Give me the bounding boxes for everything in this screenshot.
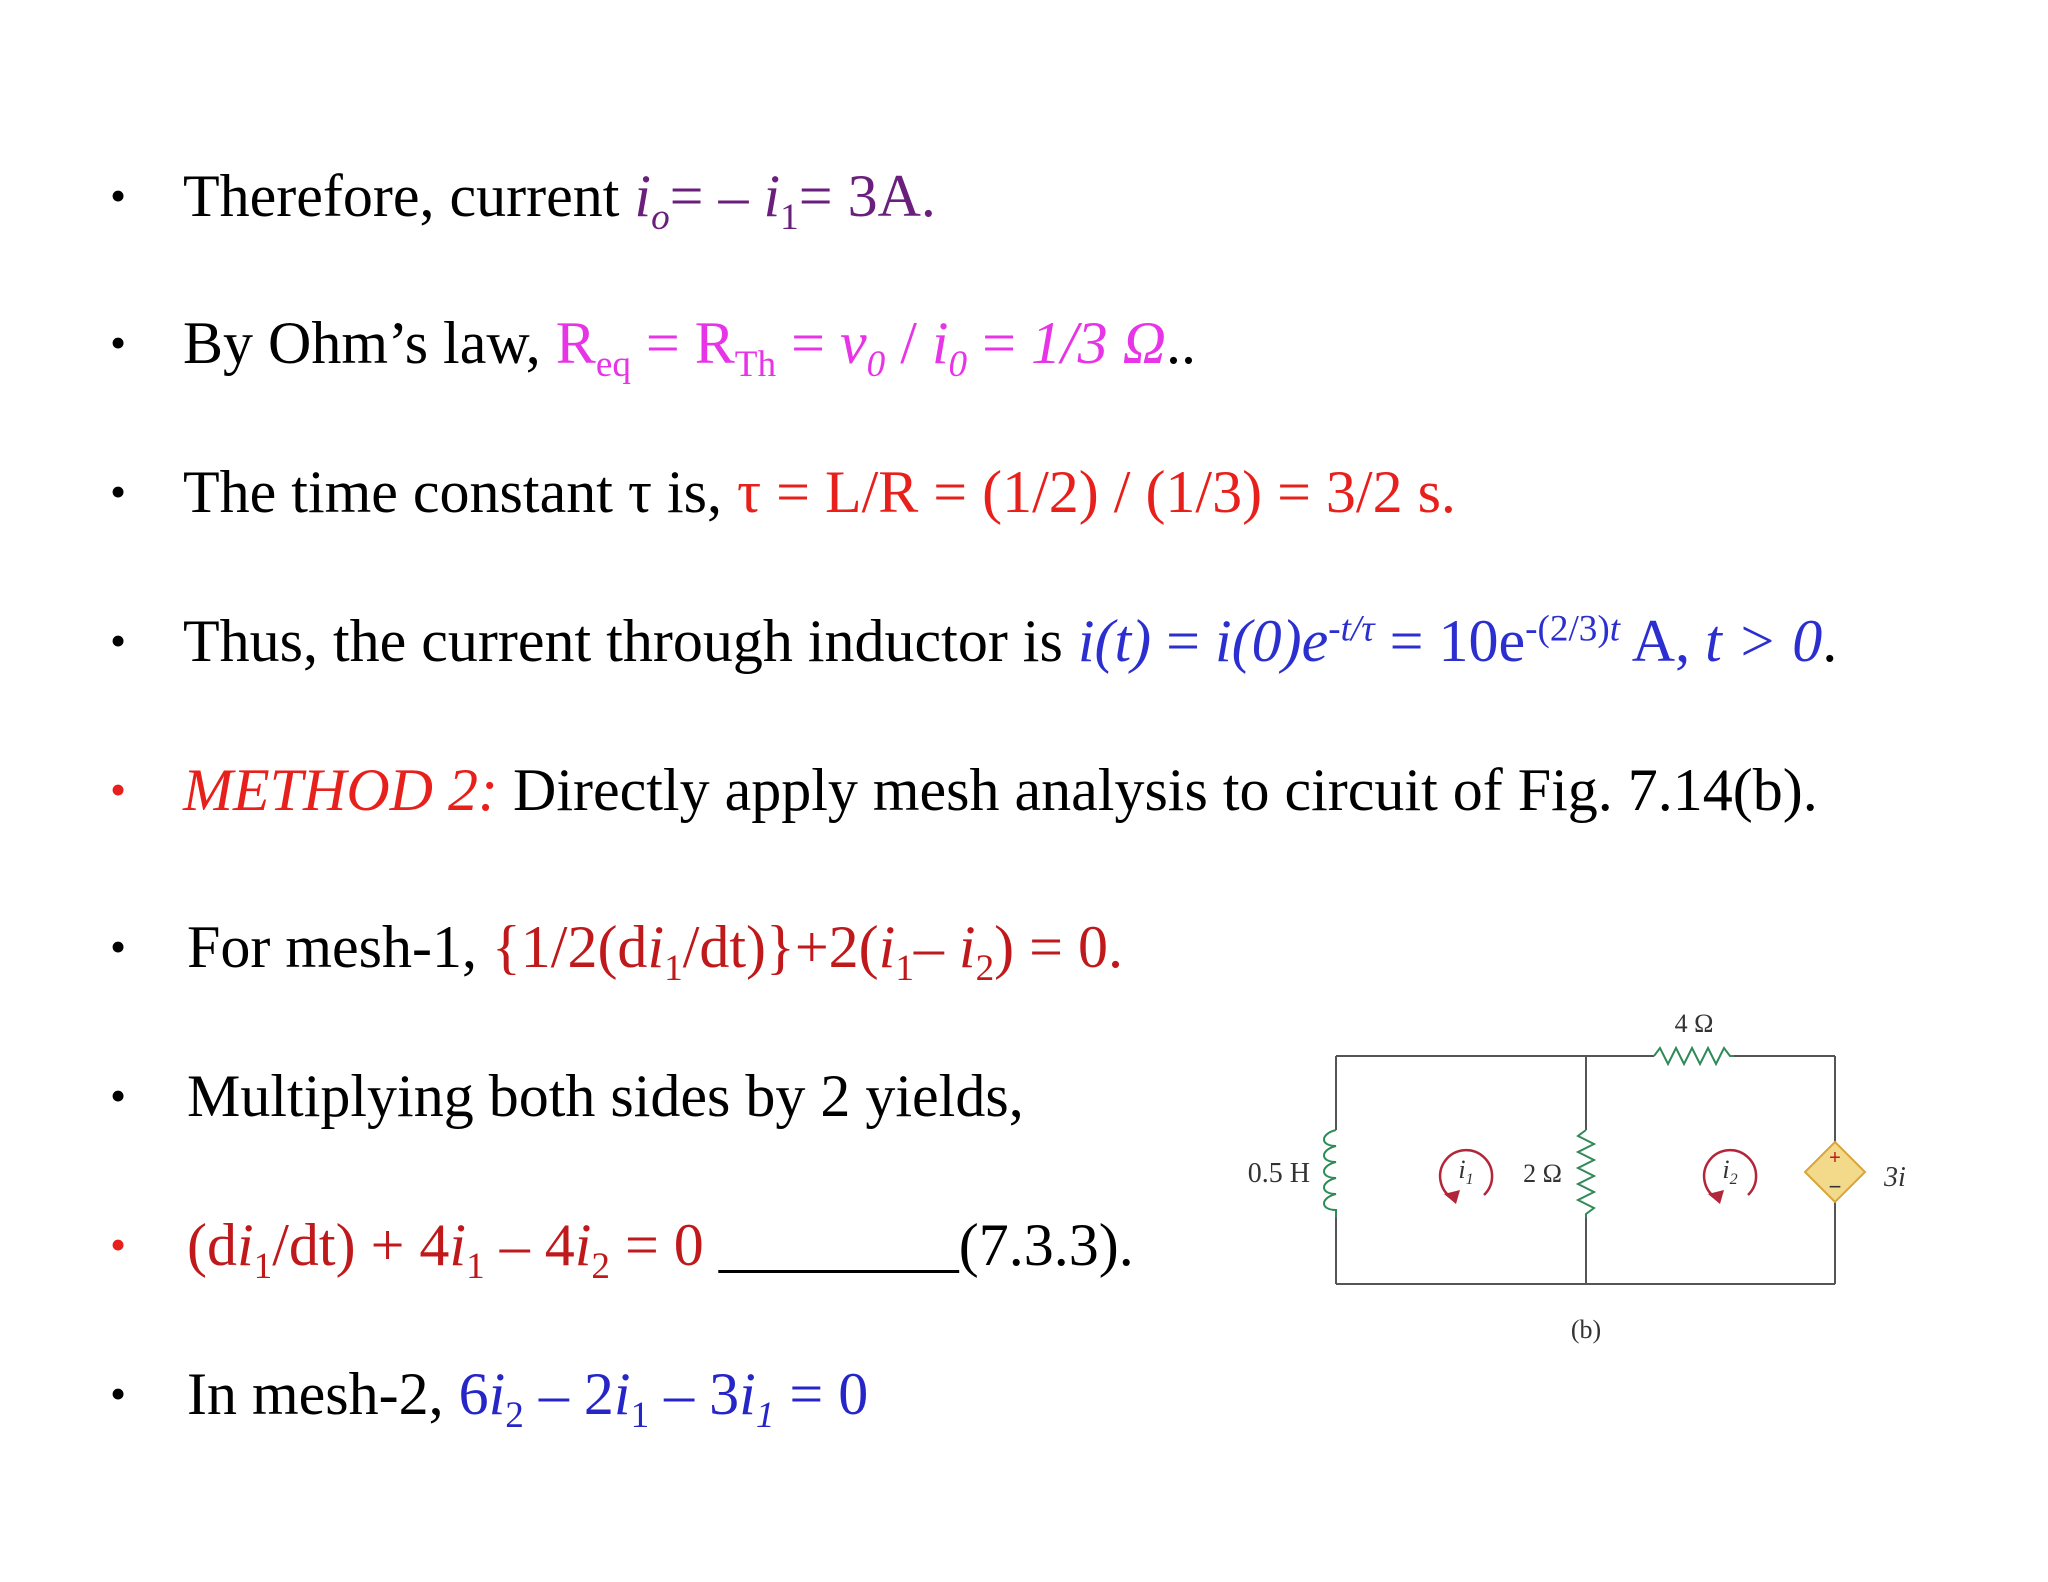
source-minus: − [1828,1174,1842,1199]
blank-line: ________ [703,1212,959,1278]
bullet-dot: • [110,764,127,815]
bullet-1-expr: $i_o= - i_1= 3A$. [634,163,936,239]
circuit-diagram [1220,990,1920,1370]
bullet-text-3 [183,456,1456,528]
bullet-text-5 [183,754,1818,826]
bullet-3-expr: τ = L/R = (1/2) / (1/3) = 3/2 s. [737,459,1456,525]
bullet-dot: • [110,317,127,368]
bullet-5-plain: Directly apply mesh analysis to circuit of Fig. 7.14(b). [497,757,1818,823]
bullet-3-plain: The time constant τ is, [183,459,738,525]
bullet-dot: • [110,1368,127,1419]
bullet-text-9 [187,1358,869,1437]
label-mesh1: $i_1$ [1458,1155,1474,1188]
method-label: METHOD 2: [183,757,498,823]
bullet-6-plain: For mesh-1, [187,914,492,980]
bullet-8-expr: $(di_1/dt) + 4i_1 - 4i_2 = 0$ [187,1212,704,1288]
bullet-text-7: Multiplying both sides by 2 yields, [187,1063,1024,1129]
bullet-9-plain: In mesh-2, [187,1361,459,1427]
bullet-dot: • [110,170,127,221]
resistor-mid [1578,1130,1594,1218]
figure-caption: (b) [1570,1315,1602,1344]
bullet-4-plain: Thus, the current through inductor is [183,608,1078,674]
bullet-6-expr: $\{1/2(di_1/dt)\}+2(i_1-$ $i_2) = 0$. [491,914,1123,990]
bullet-9-expr: $6i_2 - 2i_1 - 3i_1 = 0$ [458,1361,869,1437]
label-resistor-top: 4 Ω [1674,1009,1714,1038]
source-plus: + [1829,1147,1841,1169]
bullet-1-plain: Therefore, current [183,163,635,229]
bullet-text-6 [187,911,1123,990]
bullet-text-8 [187,1209,1134,1288]
bullet-dot: • [110,466,127,517]
inductor [1324,1130,1336,1218]
bullet-2-expr: $R_{eq} = R_{Th} = v_0 / i_0 = 1/3$ Ω [555,310,1167,386]
bullet-text-2: By Ohm’s law, $R_{eq} = R_{Th} = v_0 / i_0 = 1/3$ Ω.. [183,310,1197,386]
label-mesh2: $i_2$ [1722,1155,1738,1188]
bullet-4-expr: $i(t) = i(0)e^{-t/\tau} = 10e^{-(2/3)t}$ A, t > 0 [1077,608,1823,674]
circuit-wires [1336,1056,1835,1284]
bullet-dot: • [110,615,127,666]
bullet-dot: • [110,1219,127,1270]
label-source: 3i [1884,1162,1906,1193]
bullet-text-4: Thus, the current through inductor is $i(t) = i(0)e^{-t/\tau} = 10e^{-(2/3)t}$ A, t > 0. [183,608,1838,674]
label-inductor: 0.5 H [1247,1158,1310,1189]
resistor-top [1654,1048,1734,1064]
bullet-2-plain: By Ohm’s law, [183,310,556,376]
circuit-figure [1220,990,1920,1370]
bullet-dot: • [110,1070,127,1121]
bullet-text-1 [183,160,936,239]
label-resistor-mid: 2 Ω [1523,1159,1562,1188]
equation-ref: (7.3.3). [958,1212,1134,1278]
bullet-dot: • [110,921,127,972]
